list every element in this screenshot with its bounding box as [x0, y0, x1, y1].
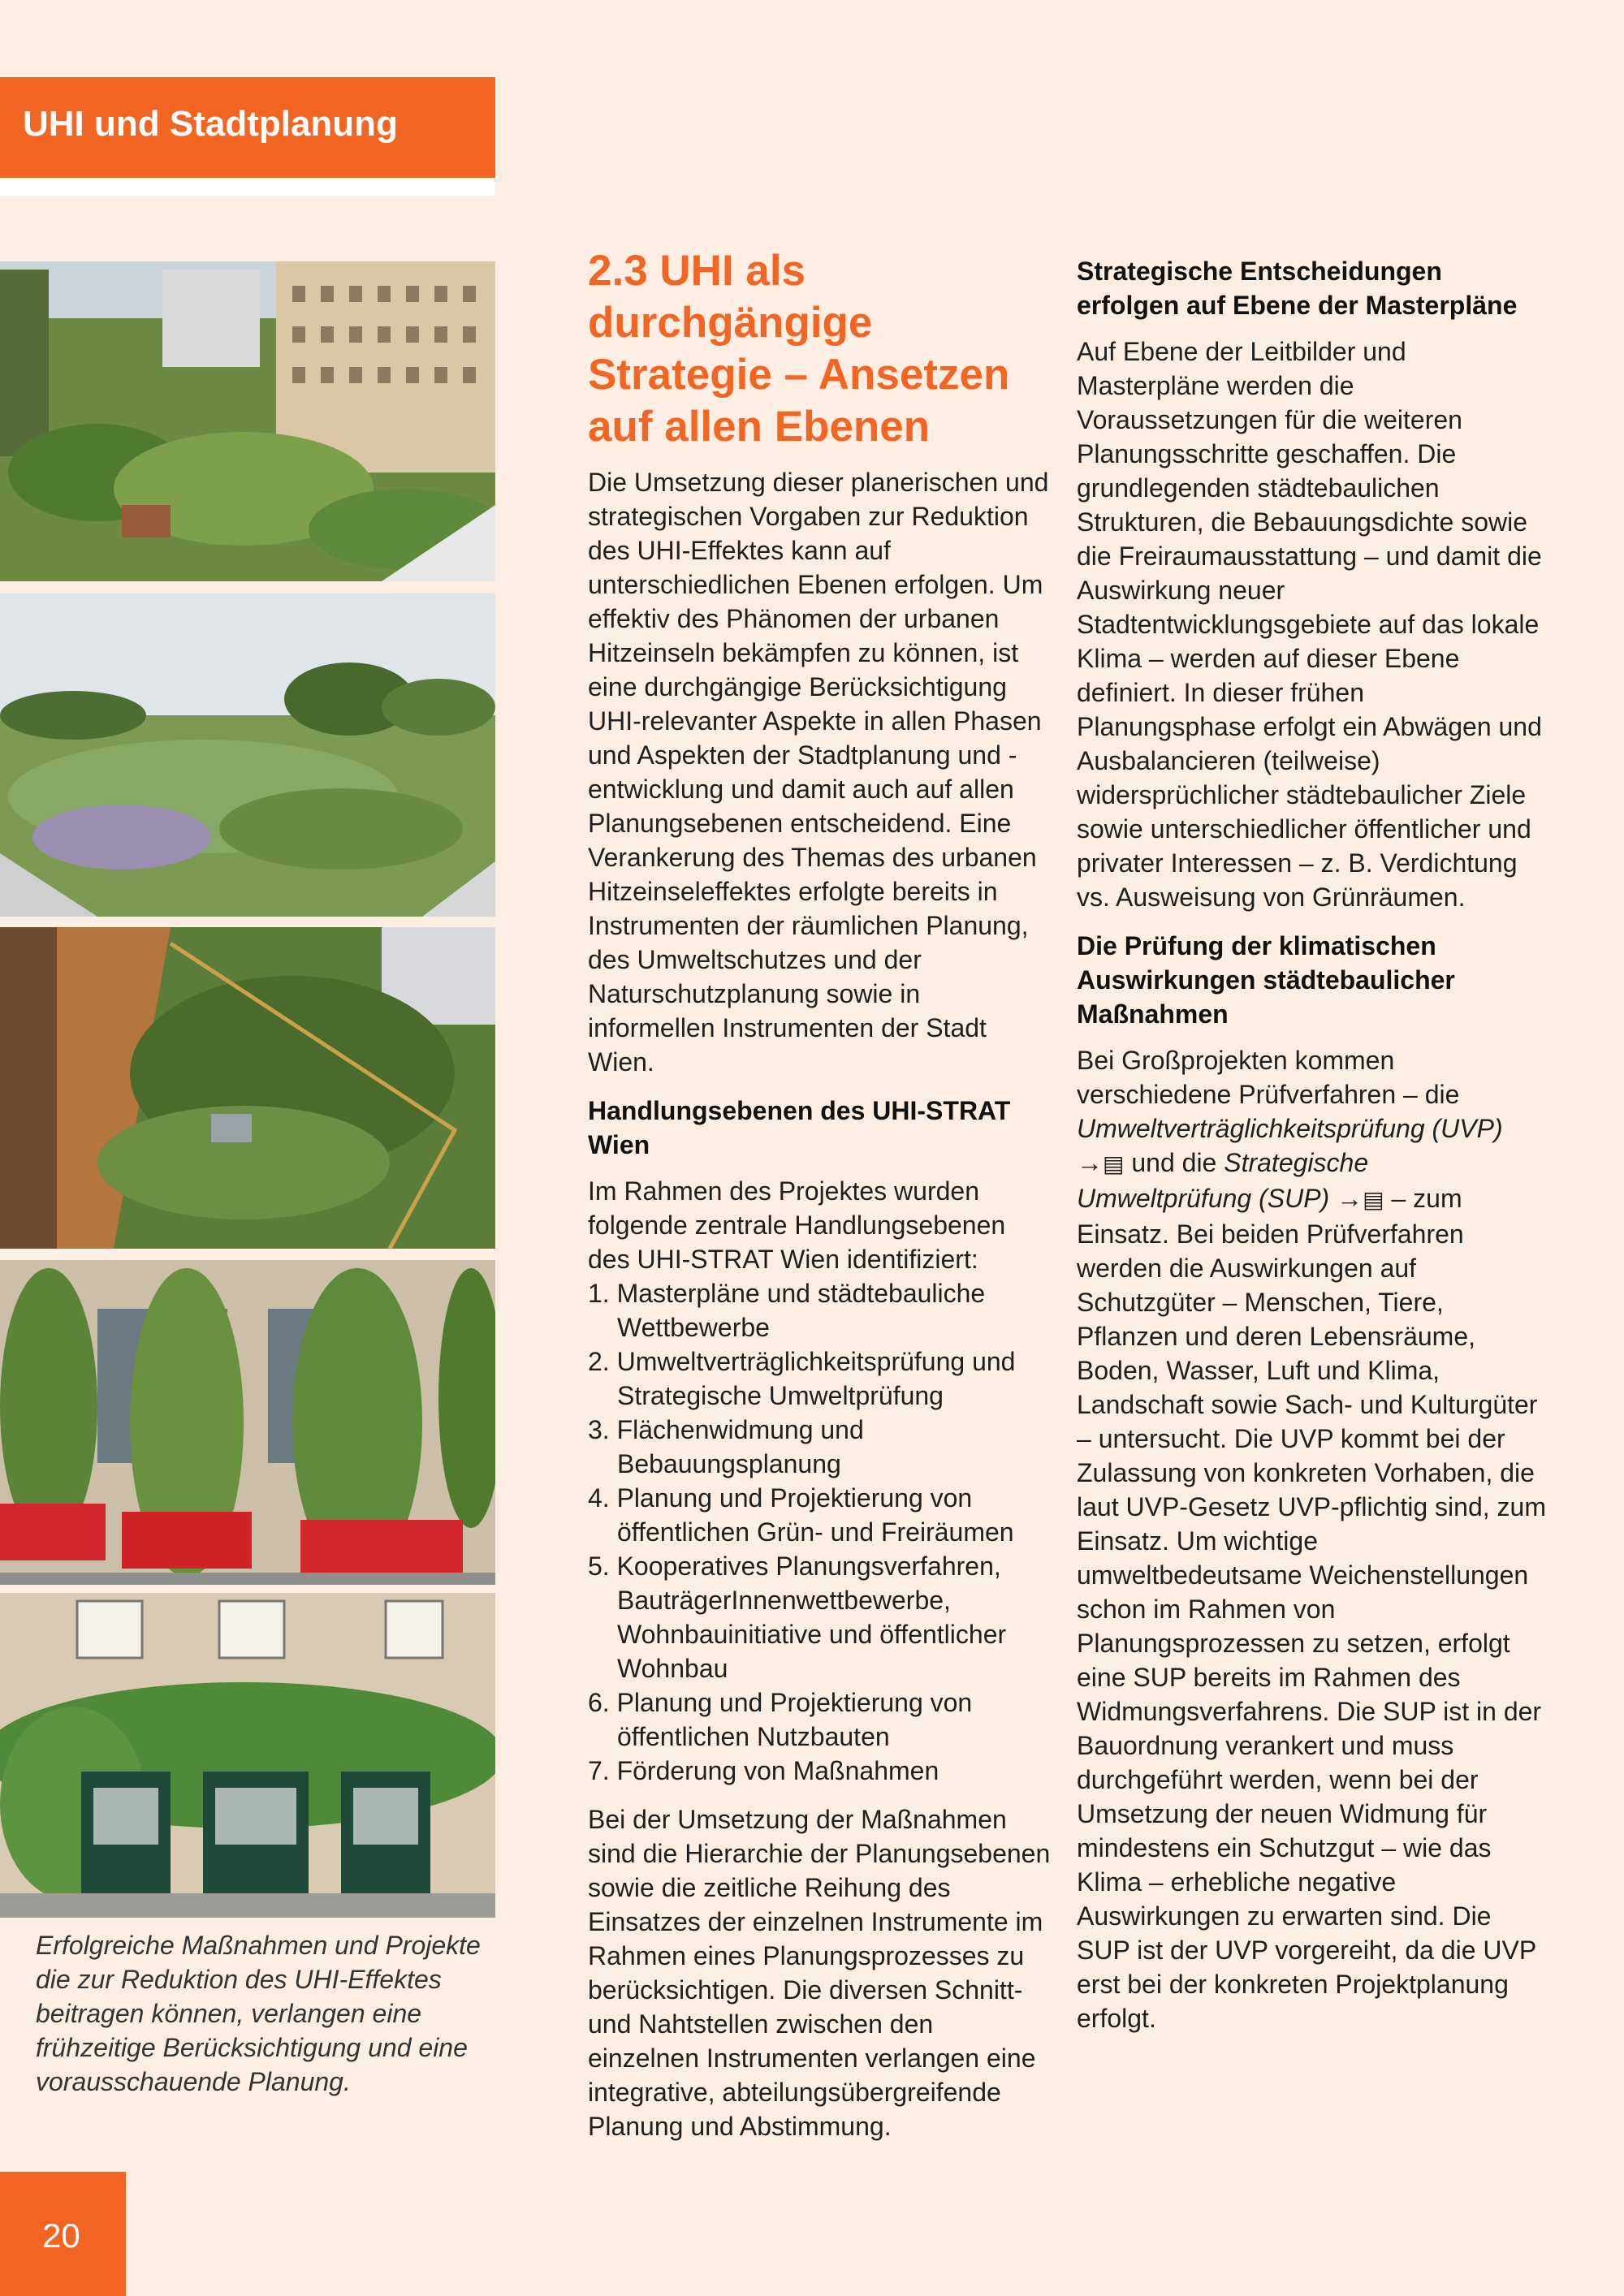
subheading-handlungsebenen: Handlungsebenen des UHI-STRAT Wien — [588, 1096, 1011, 1159]
ivy-covered-shopfront-photo — [0, 1593, 495, 1918]
list-intro-paragraph: Im Rahmen des Projektes wurden folgende zentrale Handlungsebenen des UHI-STRAT Wien identifiziert: — [588, 1176, 1006, 1274]
page-number: 20 — [42, 2216, 80, 2255]
sup-term: Strategische Umweltprüfung (SUP) — [1077, 1148, 1369, 1213]
uvp-term: Umweltverträglichkeitsprüfung (UVP) — [1077, 1114, 1503, 1143]
implementation-paragraph: Bei der Umsetzung der Maßnahmen sind die Hierarchie der Planungsebenen sowie die zeitliche Reihung des Einsatzes der einzelnen Instrumente im Rahmen eines Planungsprozesses zu berücksichtigen. Die diversen Schnitt- und Nahtstellen zwischen den einzelnen Instrumenten verlangen eine integrative, abteilungsübergreifende Planung und Abstimmung. — [588, 1805, 1051, 2141]
text-column-middle — [588, 245, 1051, 2143]
intro-paragraph: Die Umsetzung dieser planerischen und strategischen Vorgaben zur Reduktion des UHI-Effektes kann auf unterschiedlichen Ebenen erfolgen. Um effektiv des Phänomen der urbanen Hitzeinseln bekämpfen zu können, ist eine durchgängige Berücksichtigung UHI-relevanter Aspekte in allen Phasen und Aspekten der Stadtplanung und -entwicklung und damit auch auf allen Planungsebenen entscheidend. Eine Verankerung des Themas des urbanen Hitzeinseleffektes erfolgte bereits in Instrumenten der räumlichen Planung, des Umweltschutzes und der Naturschutzplanung sowie in informellen Instrumenten der Stadt Wien. — [588, 468, 1049, 1077]
text-column-right — [1077, 254, 1546, 2035]
list-item: 4. Planung und Projektierung von öffentlichen Grün- und Freiräumen — [588, 1483, 1014, 1547]
masterplan-paragraph: Auf Ebene der Leitbilder und Masterpläne werden die Voraussetzungen für die weiteren Planungsschritte geschaffen. Die grundlegenden städtebaulichen Strukturen, die Bebauungsdichte sowie die Freiraumausstattung – und damit die Auswirkung neuer Stadtentwicklungsgebiete auf das lokale Klima – werden auf dieser Ebene definiert. In dieser frühen Planungsphase erfolgt ein Abwägen und Ausbalancieren (teilweise) widersprüchlicher städtebaulicher Ziele sowie unterschiedlicher öffentlicher und privater Interessen – z. B. Verdichtung vs. Ausweisung von Grünräumen. — [1077, 337, 1542, 912]
assessment-paragraph: Bei Großprojekten kommen verschiedene Prüfverfahren – die Umweltverträglichkeitsprüfung (UVP) →▤ und die Strategische Umweltprüfung (SUP) →▤ – zum Einsatz. Bei beiden Prüfverfahren werden die Auswirkungen auf Schutzgüter – Menschen, Tiere, Pflanzen und deren Lebensräume, Boden, Wasser, Luft und Klima, Landschaft sowie Sach- und Kulturgüter – untersucht. Die UVP kommt bei der Zulassung von konkreten Vorhaben, die laut UVP-Gesetz UVP-pflichtig sind, zum Einsatz. Um wichtige umweltbedeutsame Weichenstellungen schon im Rahmen von Planungsprozessen zu setzen, erfolgt eine SUP bereits im Rahmen des Widmungsverfahrens. Die SUP ist in der Bauordnung verankert und muss durchgeführt werden, wenn bei der Umsetzung der neuen Widmung für mindestens ein Schutzgut – wie das Klima – erhebliche negative Auswirkungen zu erwarten sind. Die SUP ist der UVP vorgereiht, da die UVP erst bei der konkreten Projektplanung erfolgt. — [1077, 1046, 1546, 2033]
subheading-masterplaene: Strategische Entscheidungen erfolgen auf Ebene der Masterpläne — [1077, 257, 1518, 320]
courtyard-gardens-photo — [0, 261, 495, 581]
list-item: 7. Förderung von Maßnahmen — [588, 1756, 939, 1785]
action-levels-list — [588, 1276, 1051, 1788]
chapter-title: UHI und Stadtplanung — [23, 104, 398, 144]
green-roof-meadow-photo — [0, 593, 495, 917]
document-reference-icon[interactable]: ▤ — [1363, 1187, 1384, 1212]
list-item: 6. Planung und Projektierung von öffentlichen Nutzbauten — [588, 1688, 973, 1751]
red-planters-facade-photo — [0, 1260, 495, 1585]
section-title: 2.3 UHI als durchgängige Strategie – Ansetzen auf allen Ebenen — [588, 247, 1010, 451]
list-item: 3. Flächenwidmung und Bebauungsplanung — [588, 1415, 864, 1478]
list-item: 1. Masterpläne und städtebauliche Wettbewerbe — [588, 1279, 986, 1342]
document-reference-icon[interactable]: ▤ — [1103, 1151, 1125, 1176]
header-divider — [0, 178, 495, 196]
subheading-pruefung: Die Prüfung der klimatischen Auswirkungen städtebaulicher Maßnahmen — [1077, 931, 1455, 1029]
list-item: 5. Kooperatives Planungsverfahren, BauträgerInnenwettbewerbe, Wohnbauinitiative und öffentlicher Wohnbau — [588, 1552, 1007, 1683]
photo-caption: Erfolgreiche Maßnahmen und Projekte die zur Reduktion des UHI-Effektes beitragen können, verlangen eine frühzeitige Berücksichtigung und eine vorausschauende Planung. — [36, 1931, 481, 2096]
list-item: 2. Umweltverträglichkeitsprüfung und Strategische Umweltprüfung — [588, 1347, 1016, 1410]
rooftop-garden-photo — [0, 927, 495, 1249]
